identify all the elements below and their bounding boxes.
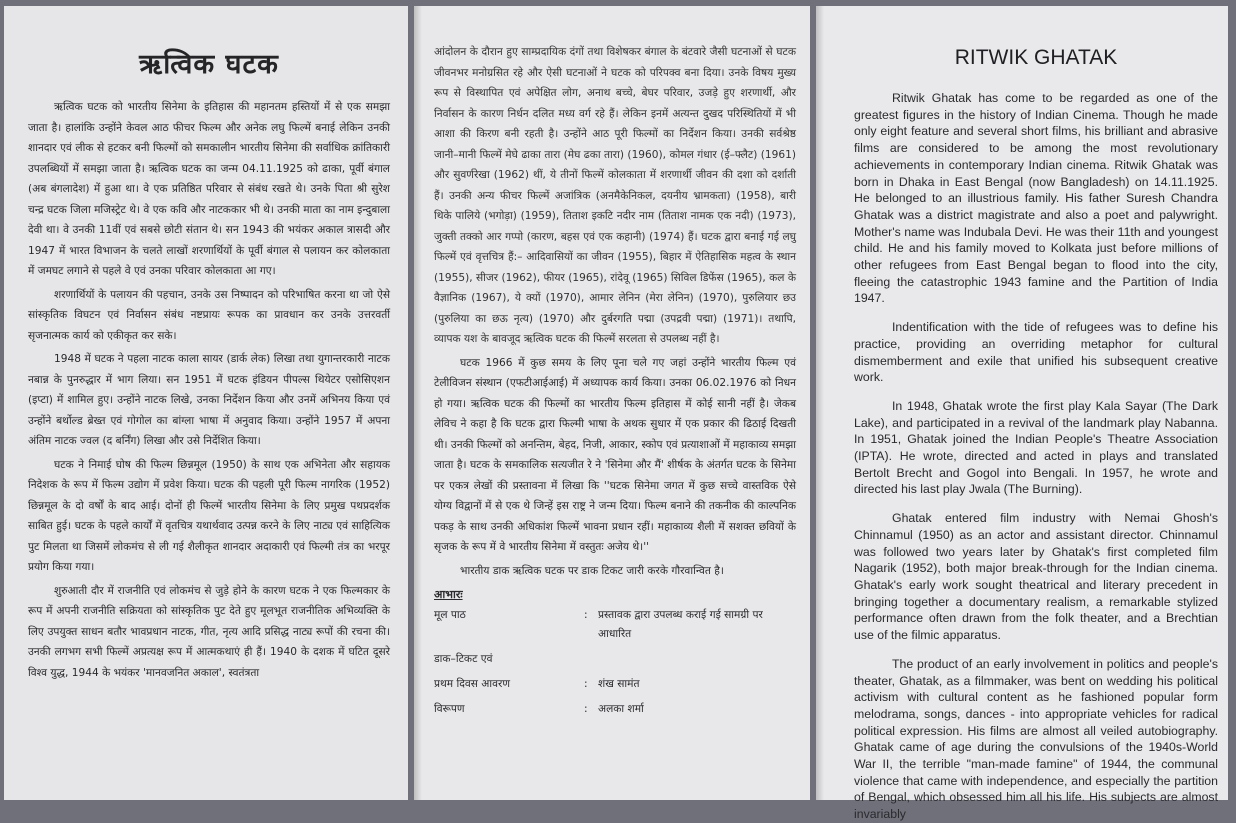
hindi-mid-paragraph-2: घटक 1966 में कुछ समय के लिए पूना चले गए जहां उन्होंने भारतीय फिल्म एवं टेलीविजन संस्थान (एफटीआईआई) में अध्यापक कार्य किया। उनका 06.02.1976 को निधन हो गया। ऋत्विक घटक की फिल्मों का भारतीय फिल्म इतिहास में कोई सानी नहीं है। जेकब लेविच ने कहा है कि घटक द्वारा फिल्मी भाषा के अथक सुधार में एक प्रकार की ढिठाई दिखती थी। उनकी फिल्मों को अनन्तिम, बेहद, निजी, आकार, स्कोप एवं प्रत्याशाओं में महाकाव्य समझा जाता है। घटक के समकालिक सत्यजीत रे ने 'सिनेमा और मैं' शीर्षक के अंतर्गत घटक के सिनेमा पर एकत्र लेखों की प्रस्तावना में लिखा कि ''घटक सिनेमा जगत में कुछ सच्चे वास्तविक ऐसे योग्य विद्वानों में से एक थे जिन्हें इस राष्ट्र ने जन्म दिया। फिल्म बनाने की तकनीक की काल्पनिक पकड़ के साथ उनकी अधिकांश फिल्में भावना प्रधान रहीं। महाकाव्य शैली में सशक्त छवियों के सृजक के रूप में वे भारतीय सिनेमा में वस्तुतः अजेय थे।'' — [434, 356, 796, 553]
hindi-mid-paragraph-3: भारतीय डाक ऋत्विक घटक पर डाक टिकट जारी करके गौरवान्वित है। — [460, 564, 724, 577]
ack-key: डाक–टिकट एवं — [434, 653, 493, 665]
hindi-panel-left — [4, 6, 408, 800]
ack-value: अलका शर्मा — [598, 703, 644, 715]
acknowledgement-row — [434, 650, 796, 669]
ack-key: विरूपण — [434, 703, 465, 715]
ack-colon: : — [584, 703, 588, 715]
english-title: RITWIK GHATAK — [954, 46, 1118, 69]
ack-value — [598, 650, 796, 669]
ack-colon: : — [584, 609, 588, 621]
ack-colon — [584, 650, 598, 669]
acknowledgement-row — [434, 700, 796, 719]
english-paragraph-4: Ghatak entered film industry with Nemai Ghosh's Chinnamul (1950) as an actor and assistant director. Chinnamul was followed two years later by Ghatak's first completed film Nagarik (1952), both major break-through for the Indian cinema. Ghatak's early work sought theatrical and literary precedent in bringing together a documentary realism, a remarkable stylized performance often drawn from the folk theater, and a Brechtian use of the filmic apparatus. — [854, 511, 1218, 643]
ack-colon: : — [584, 678, 588, 690]
ack-value: शंख सामंत — [598, 678, 640, 690]
acknowledgement-heading: आभारः — [434, 588, 463, 601]
hindi-title: ऋत्विक घटक — [139, 49, 279, 80]
hindi-paragraph-3: 1948 में घटक ने पहला नाटक काला सायर (डार्क लेक) लिखा तथा युगान्तरकारी नाटक नबान्न के पुनरुद्धार में भाग लिया। सन 1951 में घटक इंडियन पीपल्स थियेटर एसोसिएशन (इप्टा) में शामिल हुए। उन्होंने नाटक लिखे, उनका निर्देशन किया और उनमें अभिनय किया एवं उन्होंने बर्थोल्ड ब्रेख्त एवं गोगोल का बांग्ला भाषा में अनुवाद किया। उन्होंने 1957 में अपना अंतिम नाटक ज्वल (द बर्निंग) लिखा और उसे निर्देशित किया। — [28, 353, 390, 447]
english-paragraph-5: The product of an early involvement in politics and people's theater, Ghatak, as a filmmaker, was bent on wedding his political activism with cultural content as he fashioned popular form melodrama, songs, dances - into appropriate vehicles for radical political expression. His films are almost all veiled autobiography. Ghatak came of age during the convulsions of the 1940s-World War II, the terrible "man-made famine" of 1944, the communal violence that came with independence, and especially the partition of Bengal, which obsessed him all his life. His subjects are almost invariably — [854, 656, 1218, 822]
english-paragraph-3: In 1948, Ghatak wrote the first play Kala Sayar (The Dark Lake), and participated in a revival of the landmark play Nabanna. In 1951, Ghatak joined the Indian People's Theatre Association (IPTA). He wrote, directed and acted in plays and translated Bertolt Brecht and Gogol into Bengali. In 1957, he wrote and directed his last play Jwala (The Burning). — [854, 398, 1218, 497]
hindi-paragraph-4: घटक ने निमाई घोष की फिल्म छिन्नमूल (1950) के साथ एक अभिनेता और सहायक निदेशक के रूप में फिल्म उद्योग में प्रवेश किया। घटक की पहली पूरी फिल्म नागरिक (1952) छिन्नमूल के दो वर्षों के बाद आई। दोनों ही फिल्में भारतीय सिनेमा के लिए प्रमुख पथप्रदर्शक साबित हुई। घटक के पहले कार्यों में वृतचित्र यथार्थवाद उत्पन्न करने के लिए नाट्य एवं साहित्यिक पुट मिलता था जिसमें लोकमंच से ली गई शैलीकृत शानदार अदाकारी एवं फिल्मी तंत्र का भरपूर प्रयोग किया गया। — [28, 458, 390, 573]
hindi-mid-paragraph-1: आंदोलन के दौरान हुए साम्प्रदायिक दंगों तथा विशेषकर बंगाल के बंटवारे जैसी घटनाओं से घटक जीवनभर मनोग्रसित रहे और ऐसी घटनाओं ने घटक को परिपक्व बना दिया। उनके विषय मुख्य रूप से विस्थापित एवं अपेक्षित लोग, अनाथ बच्चे, बेघर परिवार, उजड़े हुए शरणार्थी, और निर्वासन के कारण निर्धन दलित मध्य वर्ग रहे हैं। लेकिन इनमें अत्यन्त दुखद परिस्थितियों में भी आशा की किरण बनी रहती है। उन्होंने आठ पूरी फिल्मों का निर्देशन किया। उनकी सर्वश्रेष्ठ जानी–मानी फिल्में मेघे ढाका तारा (मेघ ढका तारा) (1960), कोमल गंधार (ई–फ्लैट) (1961) और सुवर्णरेखा (1962) थीं, ये तीनों फिल्में कोलकाता में शरणार्थी जीवन की दशा को दर्शाती हैं। उनकी अन्य फीचर फिल्में अजांत्रिक (अनमैकेनिकल, दयनीय भ्रामकता) (1958), बारी थिके पालिये (भगोड़ा) (1959), तिताश इकटि नदीर नाम (तिताश नामक एक नदी) (1973), जुक्ती तक्को आर गप्पो (कारण, बहस एवं एक कहानी) (1974) हैं। घटक द्वारा बनाई गई लघु फिल्में एवं वृत्तचित्र हैं:– आदिवासियों का जीवन (1955), बिहार में ऐतिहासिक महत्व के स्थान (1955), सीजर (1962), फीयर (1965), रांदेवू (1965) सिविल डिफेंस (1965), कल के वैज्ञानिक (1967), ये क्यों (1970), आमार लेनिन (मेरा लेनिन) (1970), पुरुलियार छउ (पुरुलिया का छऊ नृत्य) (1970) और दुर्बरगति पद्मा (उपद्रवी पद्मा) (1971)। तथापि, व्यापक यश के बावजूद ऋत्विक घटक की फिल्में सरलता से उपलब्ध नहीं है। — [434, 46, 796, 345]
hindi-paragraph-2: शरणार्थियों के पलायन की पहचान, उनके उस निष्पादन को परिभाषित करना था जो ऐसे सांस्कृतिक विघटन एवं निर्वासन संबंध नष्टप्रायः रूपक का प्रावधान कर उनके उत्तरवर्ती सृजनात्मक कार्य को एकीकृत कर सके। — [28, 288, 390, 342]
fold-shadow — [816, 6, 824, 800]
hindi-paragraph-5: शुरुआती दौर में राजनीति एवं लोकमंच से जुड़े होने के कारण घटक ने एक फिल्मकार के रूप में अपनी राजनीति सक्रियता को सांस्कृतिक पुट देते हुए मूलभूत राजनीतिक अभिव्यक्ति के लिए उपयुक्त साधन बतौर भावप्रधान नाटक, गीत, नृत्य आदि प्रसिद्ध नाट्य रूपों की रचना की। उनकी लगभग सभी फिल्में अप्रत्यक्ष रूप में आत्मकथाएं ही हैं। 1940 के दशक में घटित दूसरे विश्व युद्ध, 1944 के भयंकर 'मानवजनित अकाल', स्वतंत्रता — [28, 584, 390, 679]
english-paragraph-2: Indentification with the tide of refugees was to define his practice, providing an overriding metaphor for cultural dismemberment and exile that unified his subsequent creative work. — [854, 320, 1218, 385]
english-paragraph-1: Ritwik Ghatak has come to be regarded as one of the greatest figures in the history of Indian Cinema. Though he made only eight feature and several short films, his brilliant and abrasive films are considered to be among the most revolutionary achievements in contemporary Indian cinema. Ritwik Ghatak was born in Dhaka in East Bengal (now Bangladesh) on 14.11.1925. He belonged to an illustrious family. His father Suresh Chandra Ghatak was a district magistrate and also a poet and palywright. Mother's name was Indubala Devi. He was their 11th and youngest child. He and his family moved to Kolkata just before millions of other refugees from East Bengal began to flood into the city, fleeing the catastrophic 1943 famine and the Partition of India 1947. — [854, 91, 1218, 306]
acknowledgement-row — [434, 675, 796, 694]
ack-key: मूल पाठ — [434, 609, 466, 621]
acknowledgement-row — [434, 606, 796, 644]
ack-value: प्रस्तावक द्वारा उपलब्ध कराई गई सामग्री पर आधारित — [598, 609, 763, 640]
hindi-paragraph-1: ऋत्विक घटक को भारतीय सिनेमा के इतिहास की महानतम हस्तियों में से एक समझा जाता है। हालांकि उन्होंने केवल आठ फीचर फिल्म और अनेक लघु फिल्में बनाई लेकिन उनकी शानदार एवं लीक से हटकर बनी फिल्मों को समकालीन भारतीय सिनेमा की सर्वाधिक क्रांतिकारी उपलब्धियों में समझा जाता है। ऋत्विक घटक का जन्म 04.11.1925 को ढाका, पूर्वी बंगाल (अब बंगलादेश) में हुआ था। वे एक प्रतिष्ठित परिवार से संबंध रखते थे। उनके पिता श्री सुरेश चन्द्र घटक जिला मजिस्ट्रेट थे। वे एक कवि और नाटककार भी थे। उनकी माता का नाम इन्दुबाला देवी था। वे उनकी 11वीं एवं सबसे छोटी संतान थे। सन 1943 की भयंकर अकाल त्रासदी और 1947 में भारत विभाजन के चलते लाखों शरणार्थियों के पूर्वी बंगाल से पलायन कर कोलकाता में जमघट लगाने से पहले वे एवं उनका परिवार कोलकाता आ गए। — [28, 101, 390, 277]
english-panel-right — [816, 6, 1228, 822]
ack-key: प्रथम दिवस आवरण — [434, 678, 510, 690]
hindi-panel-middle — [414, 6, 810, 800]
fold-shadow — [414, 6, 422, 800]
